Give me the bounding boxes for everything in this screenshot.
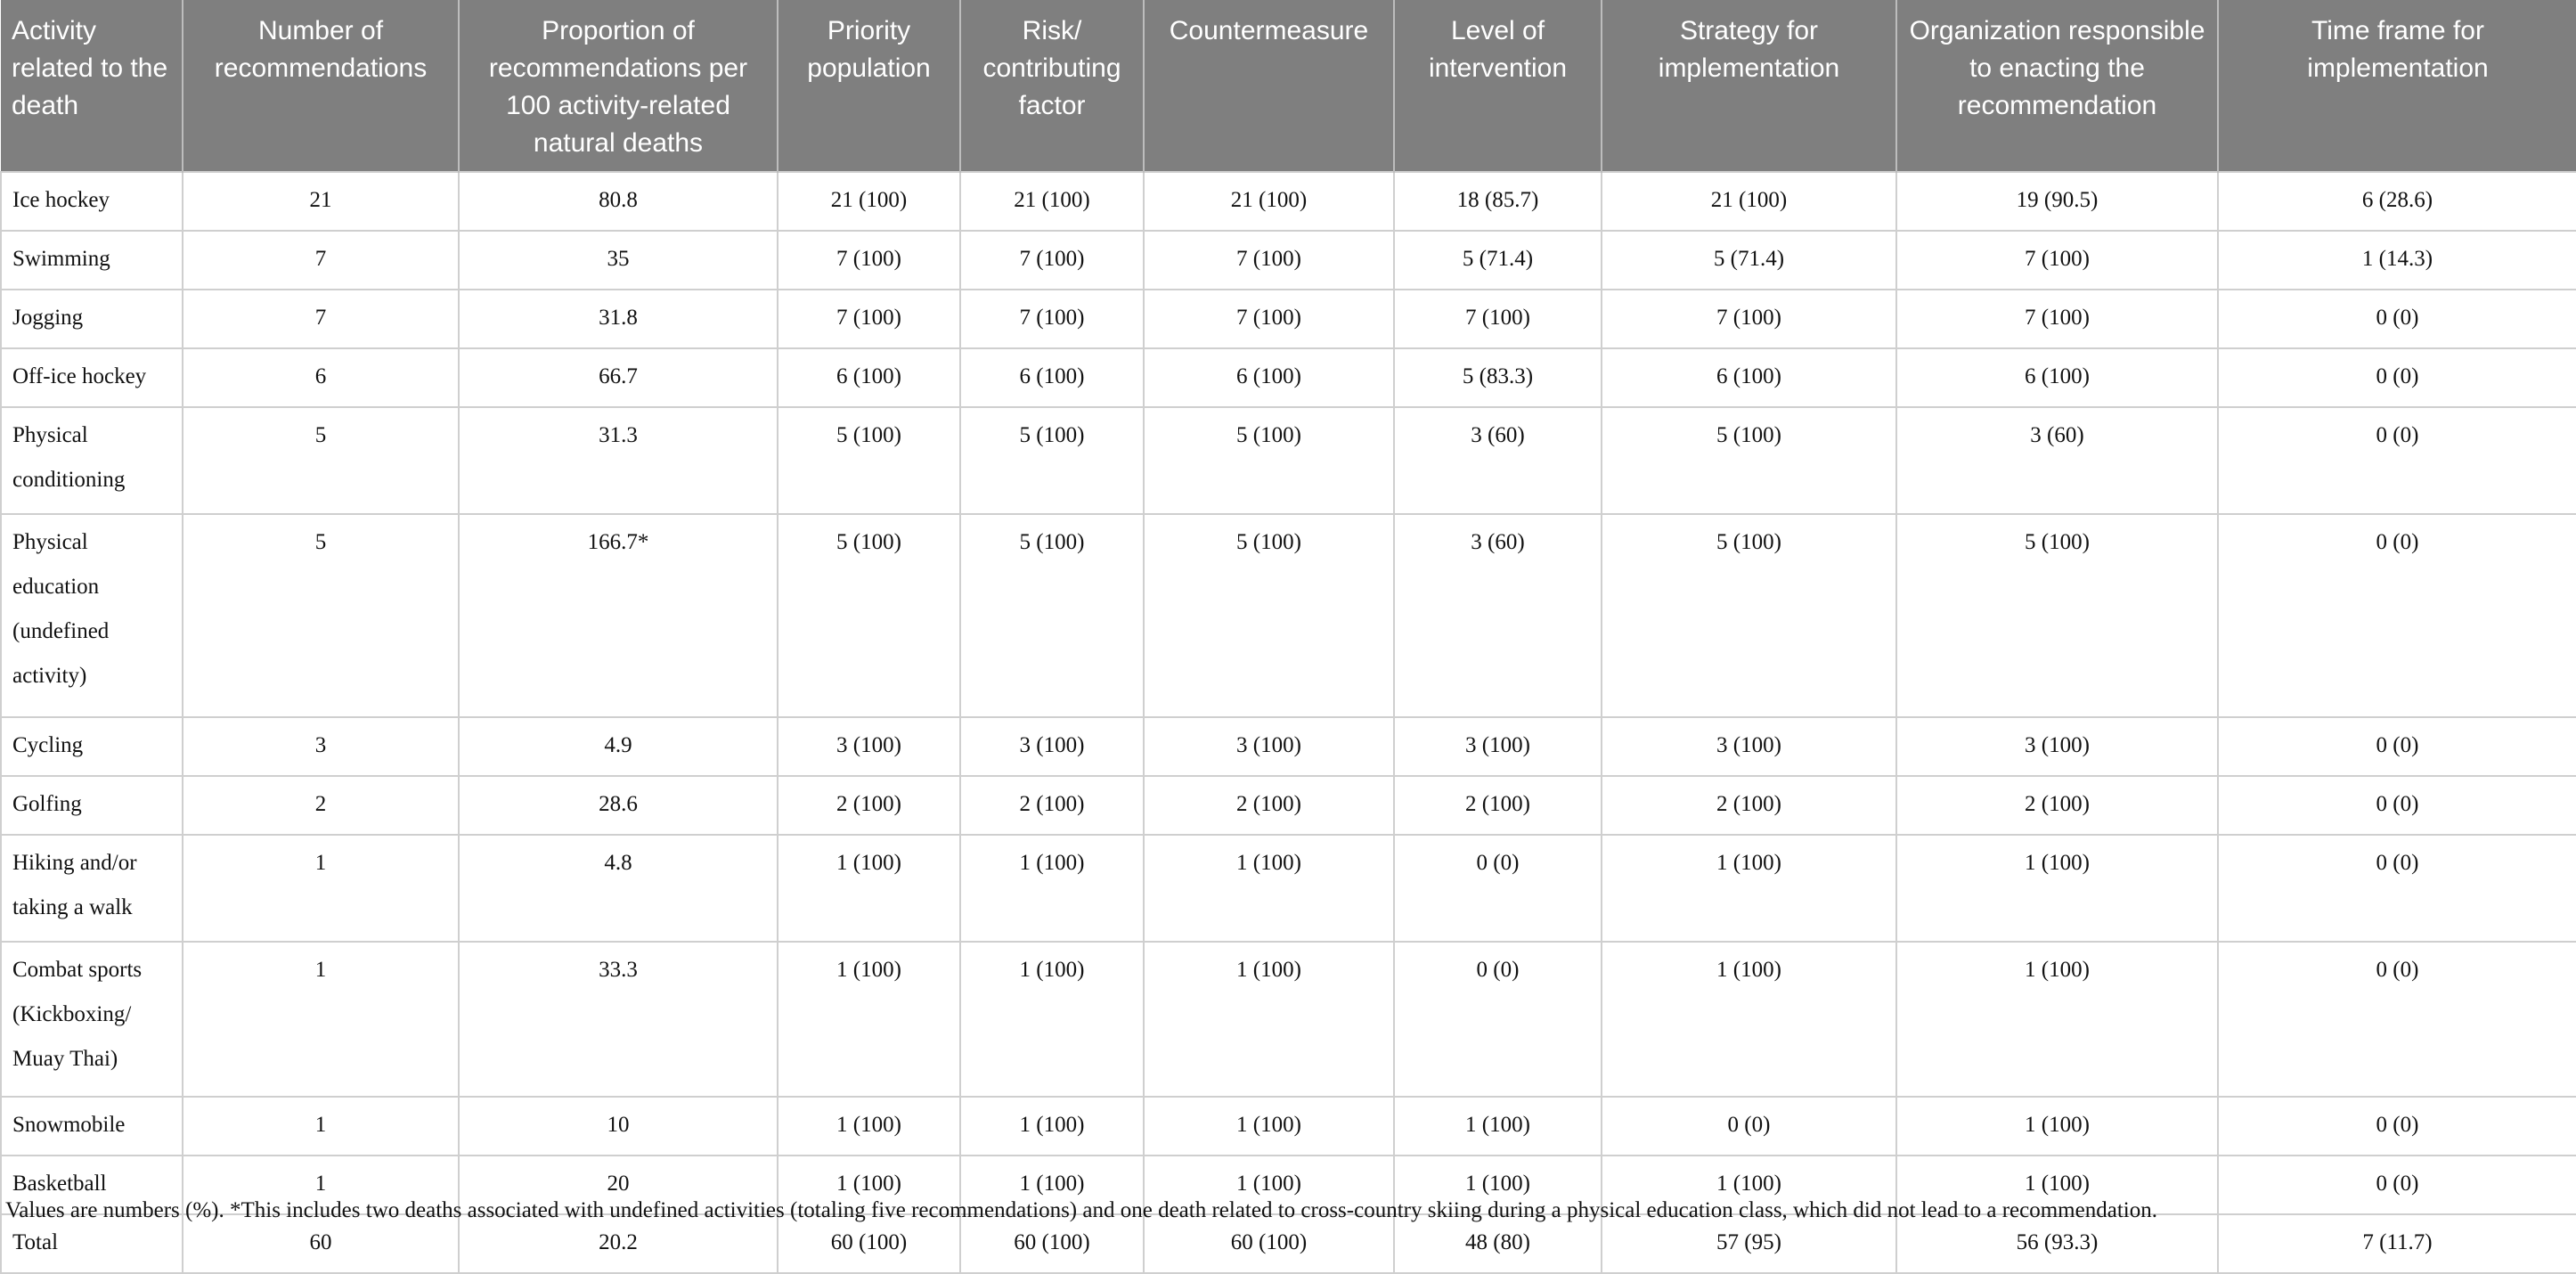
table-row	[1, 407, 2576, 514]
table-cell: 4.9	[459, 717, 778, 776]
table-cell: 1	[183, 835, 459, 942]
table-cell: 1 (100)	[960, 835, 1144, 942]
table-cell: 0 (0)	[2218, 1097, 2576, 1156]
row-activity-cell: Physical education (undefined activity)	[1, 514, 183, 717]
table-cell: 60	[183, 1214, 459, 1273]
table-row	[1, 1097, 2576, 1156]
table-cell: 0 (0)	[1602, 1097, 1896, 1156]
table-cell: 3 (60)	[1394, 407, 1602, 514]
table-cell: 1	[183, 1156, 459, 1214]
table-cell: 5 (100)	[960, 514, 1144, 717]
table-cell: 1 (100)	[1602, 1156, 1896, 1214]
table-row	[1, 776, 2576, 835]
table-row	[1, 717, 2576, 776]
table-cell: 60 (100)	[960, 1214, 1144, 1273]
table-cell: 5 (100)	[1602, 514, 1896, 717]
row-activity-cell: Cycling	[1, 717, 183, 776]
table-cell: 6 (100)	[960, 348, 1144, 407]
header-time-frame: Time frame for implementation	[2218, 0, 2576, 172]
table-cell: 21 (100)	[778, 172, 960, 231]
table-cell: 6 (100)	[1144, 348, 1394, 407]
table-cell: 5 (71.4)	[1394, 231, 1602, 290]
table-row	[1, 942, 2576, 1097]
table-cell: 1 (100)	[778, 942, 960, 1097]
row-activity-cell: Jogging	[1, 290, 183, 348]
row-activity-cell: Hiking and/or taking a walk	[1, 835, 183, 942]
row-activity-cell: Total	[1, 1214, 183, 1273]
table-cell: 33.3	[459, 942, 778, 1097]
table-cell: 7 (100)	[960, 231, 1144, 290]
table-cell: 0 (0)	[2218, 407, 2576, 514]
header-number-of-recommendations: Number of recommendations	[183, 0, 459, 172]
table-cell: 1 (100)	[778, 1097, 960, 1156]
table-cell: 166.7*	[459, 514, 778, 717]
table-row	[1, 290, 2576, 348]
table-cell: 5 (100)	[1896, 514, 2218, 717]
table-cell: 1 (100)	[1394, 1156, 1602, 1214]
table-cell: 7	[183, 231, 459, 290]
table-cell: 0 (0)	[2218, 717, 2576, 776]
row-activity-cell: Basketball	[1, 1156, 183, 1214]
table-cell: 1 (100)	[1144, 942, 1394, 1097]
table-cell: 1 (100)	[1602, 942, 1896, 1097]
table-cell: 1 (100)	[1896, 1097, 2218, 1156]
table-cell: 4.8	[459, 835, 778, 942]
header-priority-population: Priority population	[778, 0, 960, 172]
table-cell: 5 (100)	[1144, 514, 1394, 717]
table-cell: 7	[183, 290, 459, 348]
row-activity-cell: Snowmobile	[1, 1097, 183, 1156]
table-cell: 2 (100)	[1394, 776, 1602, 835]
table-cell: 18 (85.7)	[1394, 172, 1602, 231]
table-cell: 7 (100)	[1896, 290, 2218, 348]
table-cell: 5 (83.3)	[1394, 348, 1602, 407]
row-activity-cell: Golfing	[1, 776, 183, 835]
table-cell: 3 (60)	[1896, 407, 2218, 514]
table-cell: 0 (0)	[2218, 942, 2576, 1097]
table-cell: 5	[183, 514, 459, 717]
table-cell: 1 (100)	[778, 1156, 960, 1214]
table-cell: 3 (100)	[1144, 717, 1394, 776]
table-cell: 1 (100)	[1144, 835, 1394, 942]
table-cell: 0 (0)	[2218, 835, 2576, 942]
table-cell: 10	[459, 1097, 778, 1156]
table-cell: 3 (60)	[1394, 514, 1602, 717]
table-cell: 6 (100)	[1602, 348, 1896, 407]
table-cell: 1 (100)	[1144, 1097, 1394, 1156]
table-cell: 7 (100)	[1394, 290, 1602, 348]
table-cell: 0 (0)	[1394, 835, 1602, 942]
table-row	[1, 172, 2576, 231]
table-cell: 5 (100)	[1144, 407, 1394, 514]
table-cell: 1 (14.3)	[2218, 231, 2576, 290]
header-activity: Activity related to the death	[1, 0, 183, 172]
row-activity-cell: Swimming	[1, 231, 183, 290]
table-cell: 80.8	[459, 172, 778, 231]
table-cell: 60 (100)	[1144, 1214, 1394, 1273]
table-cell: 48 (80)	[1394, 1214, 1602, 1273]
table-footnote: Values are numbers (%). *This includes two deaths associated with undefined activities (totaling five recommendations) and one death related to cross-country skiing during a physical education class, which did not lead to a recommendation.	[5, 1198, 2157, 1222]
row-activity-cell: Physical conditioning	[1, 407, 183, 514]
row-activity-cell: Combat sports (Kickboxing/ Muay Thai)	[1, 942, 183, 1097]
table-cell: 28.6	[459, 776, 778, 835]
table-cell: 2	[183, 776, 459, 835]
table-cell: 2 (100)	[1144, 776, 1394, 835]
table-cell: 1 (100)	[960, 1156, 1144, 1214]
header-row	[1, 0, 2576, 172]
table-cell: 6 (100)	[778, 348, 960, 407]
table-cell: 0 (0)	[2218, 290, 2576, 348]
table-cell: 5 (100)	[778, 514, 960, 717]
table-cell: 3 (100)	[1602, 717, 1896, 776]
table-cell: 6	[183, 348, 459, 407]
table-cell: 21 (100)	[1144, 172, 1394, 231]
table-cell: 7 (100)	[778, 231, 960, 290]
table-cell: 7 (11.7)	[2218, 1214, 2576, 1273]
header-level-of-intervention: Level of intervention	[1394, 0, 1602, 172]
table-cell: 7 (100)	[778, 290, 960, 348]
table-cell: 6 (28.6)	[2218, 172, 2576, 231]
table-cell: 1 (100)	[778, 835, 960, 942]
table-cell: 3	[183, 717, 459, 776]
table-cell: 0 (0)	[2218, 348, 2576, 407]
header-risk-factor: Risk/ contributing factor	[960, 0, 1144, 172]
table-cell: 7 (100)	[1602, 290, 1896, 348]
table-cell: 56 (93.3)	[1896, 1214, 2218, 1273]
table-cell: 5 (100)	[778, 407, 960, 514]
header-organization: Organization responsible to enacting the recommendation	[1896, 0, 2218, 172]
table-cell: 3 (100)	[1896, 717, 2218, 776]
table-cell: 20.2	[459, 1214, 778, 1273]
table-cell: 21 (100)	[1602, 172, 1896, 231]
table-row	[1, 348, 2576, 407]
table-cell: 1 (100)	[1896, 835, 2218, 942]
table-cell: 3 (100)	[1394, 717, 1602, 776]
table-row	[1, 835, 2576, 942]
table-cell: 31.8	[459, 290, 778, 348]
table-cell: 3 (100)	[778, 717, 960, 776]
table-row	[1, 514, 2576, 717]
table-cell: 1 (100)	[1144, 1156, 1394, 1214]
header-proportion: Proportion of recommendations per 100 activity-related natural deaths	[459, 0, 778, 172]
table-cell: 1	[183, 1097, 459, 1156]
table-cell: 0 (0)	[2218, 776, 2576, 835]
table-cell: 7 (100)	[960, 290, 1144, 348]
table-cell: 57 (95)	[1602, 1214, 1896, 1273]
table-cell: 1	[183, 942, 459, 1097]
table-cell: 1 (100)	[1896, 1156, 2218, 1214]
table-cell: 0 (0)	[1394, 942, 1602, 1097]
table-cell: 5 (100)	[960, 407, 1144, 514]
table-cell: 21	[183, 172, 459, 231]
table-cell: 5 (71.4)	[1602, 231, 1896, 290]
table-cell: 7 (100)	[1896, 231, 2218, 290]
table-cell: 60 (100)	[778, 1214, 960, 1273]
table-cell: 0 (0)	[2218, 514, 2576, 717]
table-row	[1, 231, 2576, 290]
table-cell: 7 (100)	[1144, 231, 1394, 290]
table-cell: 3 (100)	[960, 717, 1144, 776]
table-cell: 2 (100)	[778, 776, 960, 835]
table-cell: 1 (100)	[960, 1097, 1144, 1156]
table-cell: 21 (100)	[960, 172, 1144, 231]
table-cell: 1 (100)	[1602, 835, 1896, 942]
table-cell: 66.7	[459, 348, 778, 407]
table-cell: 2 (100)	[960, 776, 1144, 835]
table-body	[1, 172, 2576, 1273]
table-cell: 35	[459, 231, 778, 290]
row-activity-cell: Ice hockey	[1, 172, 183, 231]
table-cell: 1 (100)	[1394, 1097, 1602, 1156]
table-cell: 5 (100)	[1602, 407, 1896, 514]
table-cell: 0 (0)	[2218, 1156, 2576, 1214]
table-header	[1, 0, 2576, 172]
table-cell: 2 (100)	[1602, 776, 1896, 835]
table-cell: 1 (100)	[1896, 942, 2218, 1097]
table-cell: 1 (100)	[960, 942, 1144, 1097]
table-cell: 5	[183, 407, 459, 514]
header-countermeasure: Countermeasure	[1144, 0, 1394, 172]
table-cell: 19 (90.5)	[1896, 172, 2218, 231]
table-cell: 6 (100)	[1896, 348, 2218, 407]
table-cell: 2 (100)	[1896, 776, 2218, 835]
table-cell: 7 (100)	[1144, 290, 1394, 348]
table-cell: 31.3	[459, 407, 778, 514]
table-cell: 20	[459, 1156, 778, 1214]
header-strategy: Strategy for implementation	[1602, 0, 1896, 172]
row-activity-cell: Off-ice hockey	[1, 348, 183, 407]
